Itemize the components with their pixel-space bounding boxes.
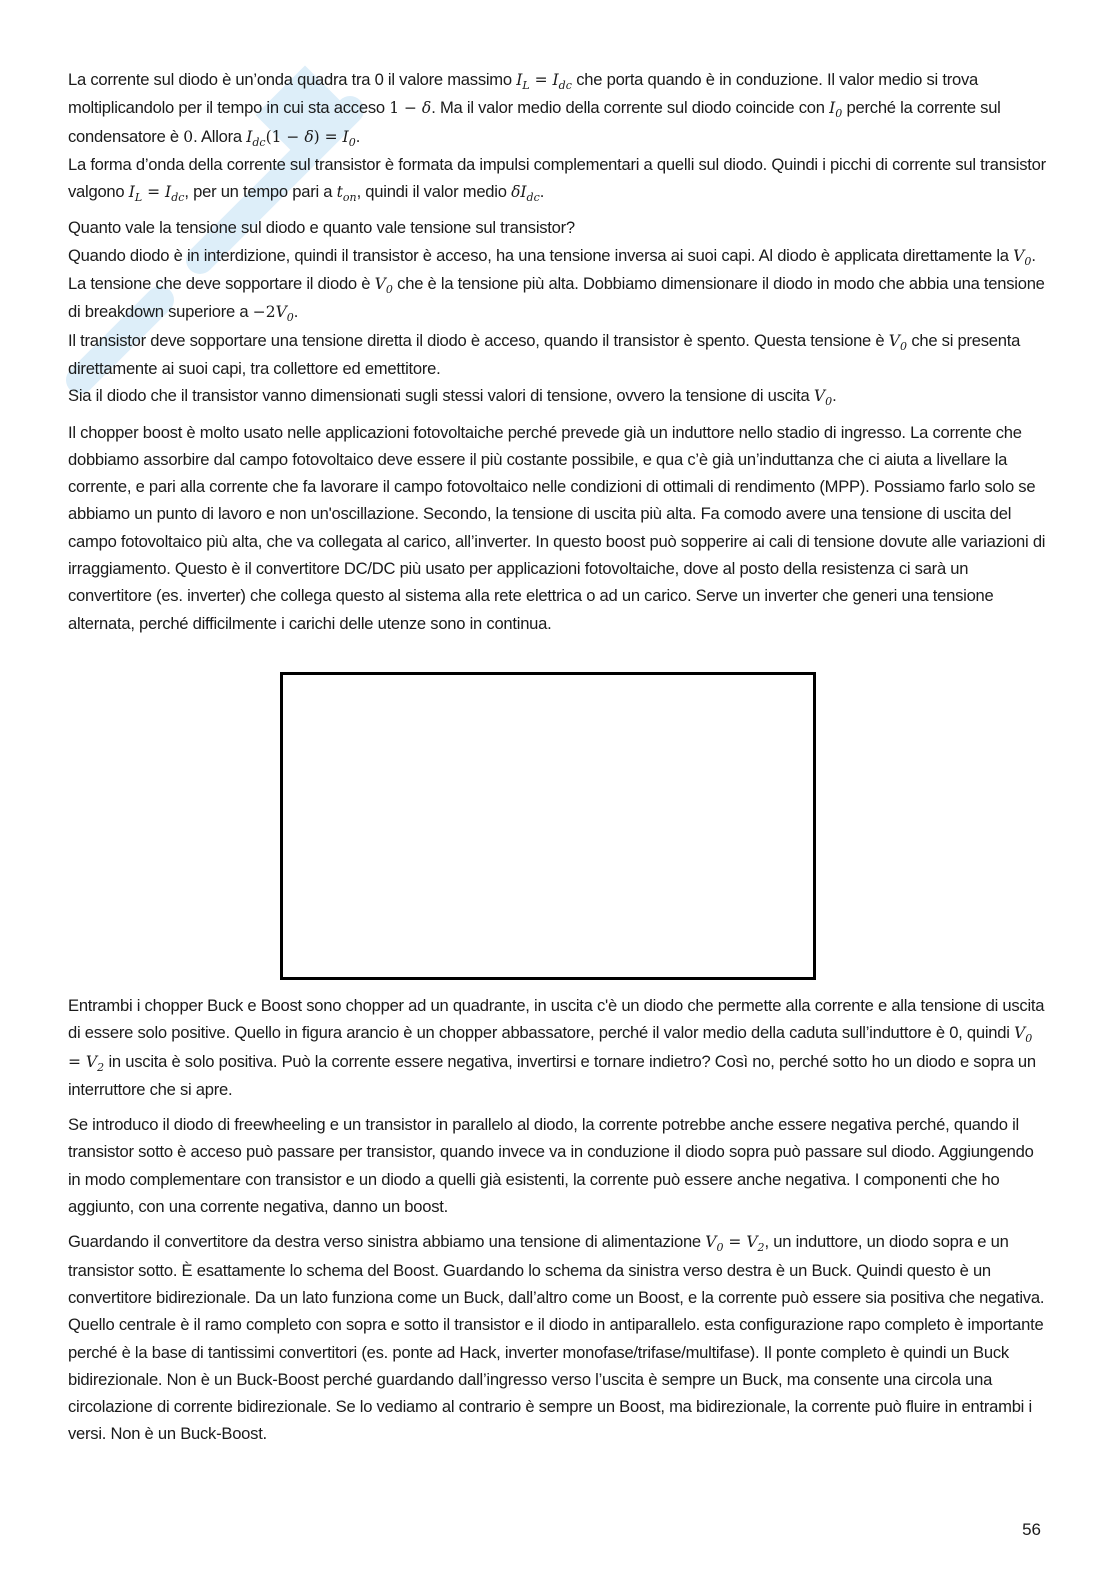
paragraph-diode-current: La corrente sul diodo è un’onda quadra tra 0 il valore massimo $I_L = I_{dc}$ che porta quando è in conduzione. Il valor medio si trova moltiplicandolo per il tempo in cui sta acceso 1 − δ. Ma il valor medio della corrente sul diodo coincide con $I_0$ perché la corrente sul condensatore è 0. Allora $I_{dc}(1 - \delta) = I_0$. La forma d’onda della corrente sul transistor è formata da impulsi complementari a quelli sul diodo. Quindi i picchi di corrente sul transistor valgono $I_L = I_{dc}$, per un tempo pari a $t_{on}$, quindi il valor medio $\delta I_{dc}$. xyxy=(68,70,1046,205)
paragraph-photovoltaic: Il chopper boost è molto usato nelle applicazioni fotovoltaiche perché prevede già un induttore nello stadio di ingresso. La corrente che dobbiamo assorbire dal campo fotovoltaico deve essere il più costante possibile, e qua c’è già un’induttanza che ci aiuta a livellare la corrente, e pari alla corrente che fa lavorare il campo fotovoltaico nelle condizioni di ottimali di rendimento (MPP). Possiamo farlo solo se abbiamo un punto di lavoro e non un'oscillazione. Secondo, la tensione di uscita più alta. Fa comodo avere una tensione di uscita del campo fotovoltaico più alta, che va collegata al carico, all’inverter. In questo boost può sopperire ai cali di tensione dovute alle variazioni di irraggiamento. Questo è il convertitore DC/DC più usato per applicazioni fotovoltaiche, dove al posto della resistenza ci sarà un convertitore (es. inverter) che collega questo al sistema alla rete elettrica o ad un carico. Serve un inverter che generi una tensione alternata, perché difficilmente i carichi delle utenze sono in continua. xyxy=(68,422,1046,633)
text-section-bottom xyxy=(68,992,1048,1448)
text-section-top xyxy=(68,66,1048,637)
paragraph-buck-boost-quadrant: Entrambi i chopper Buck e Boost sono chopper ad un quadrante, in uscita c'è un diodo che permette alla corrente e alla tensione di uscita di essere solo positive. Quello in figura arancio è un chopper abbassatore, perché il valor medio della caduta sull’induttore è 0, quindi $V_0 = V_2$ in uscita è solo positiva. Può la corrente essere negativa, invertirsi e tornare indietro? Così no, perché sotto ho un diodo e sopra un interruttore che si apre. xyxy=(68,996,1045,1099)
paragraph-voltages: Quanto vale la tensione sul diodo e quanto vale tensione sul transistor? Quando diodo è in interdizione, quindi il transistor è acceso, ha una tensione inversa ai suoi capi. Al diodo è applicata direttamente la $V_0$. La tensione che deve sopportare il diodo è $V_0$ che è la tensione più alta. Dobbiamo dimensionare il diodo in modo che abbia una tensione di breakdown superiore $a -2V_0$. Il transistor deve sopportare una tensione diretta il diodo è acceso, quando il transistor è spento. Questa tensione è $V_0$ che si presenta direttamente ai suoi capi, tra collettore ed emettitore. Sia il diodo che il transistor vanno dimensionati sugli stessi valori di tensione, ovvero la tensione di uscita $V_0$. xyxy=(68,218,1045,409)
figure-placeholder xyxy=(280,672,816,980)
paragraph-freewheeling: Se introduco il diodo di freewheeling e un transistor in parallelo al diodo, la corrente potrebbe anche essere negativa perché, quando il transistor sotto è acceso può passare per transistor, quando invece va in conduzione il diodo sopra può passare sul diodo. Aggiungendo in modo complementare con transistor e un diodo a quelli già esistenti, la corrente può essere anche negativa. I componenti che ho aggiunto, con una corrente negativa, danno un boost. xyxy=(68,1115,1034,1217)
paragraph-bidirectional: Guardando il convertitore da destra verso sinistra abbiamo una tensione di alimentazione $V_0 = V_2$, un induttore, un diodo sopra e un transistor sotto. È esattamente lo schema del Boost. Guardando lo schema da sinistra verso destra è un Buck. Quindi questo è un convertitore bidirezionale. Da un lato funziona come un Buck, dall’altro come un Boost, e la corrente può essere sia positiva che negativa. Quello centrale è il ramo completo con sopra e sotto il transistor e il diodo in antiparallelo. esta configurazione rapo completo è importante perché è la base di tantissimi convertitori (es. ponte ad Hack, inverter monofase/trifase/multifase). Il ponte completo è quindi un Buck bidirezionale. Non è un Buck-Boost perché guardando dall’ingresso verso l’uscita è sempre un Buck, ma consente una circola una circolazione di corrente bidirezionale. Se lo vediamo al contrario è sempre un Boost, ma bidirezionale, la corrente può fluire in entrambi i versi. Non è un Buck-Boost. xyxy=(68,1232,1045,1444)
page-number: 56 xyxy=(1022,1520,1041,1539)
